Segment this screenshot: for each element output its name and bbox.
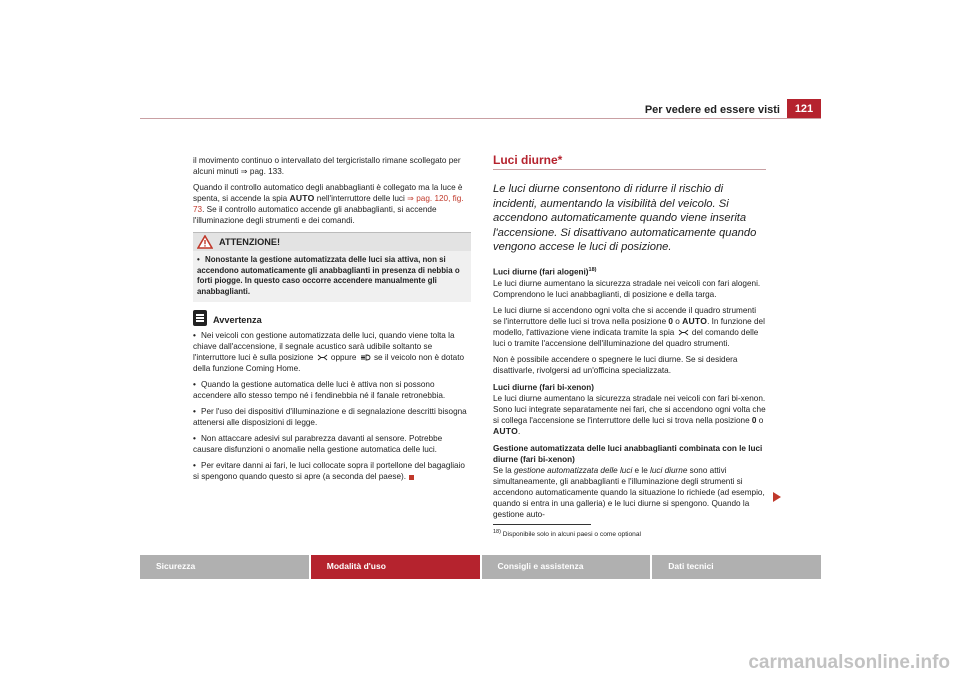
footnote-mark: 18) bbox=[493, 529, 501, 535]
text-run: . In funzione del modello, l'attivazione viene indicata tramite la spia bbox=[493, 316, 765, 337]
bullet: • bbox=[193, 380, 196, 390]
bullet: • bbox=[193, 331, 196, 341]
text-run: Per evitare danni ai fari, le luci collocate sopra il portellone del bagagliaio si spengono quando questo si apre (a seconda del paese). bbox=[193, 461, 465, 482]
page-number: 121 bbox=[787, 99, 821, 119]
footnote-ref: 18) bbox=[588, 266, 597, 273]
warning-title: ATTENZIONE! bbox=[219, 236, 281, 247]
text-run: . Se il controllo automatico accende gli anabbaglianti, si accende l'illuminazione degli strumenti e dei comandi. bbox=[193, 205, 437, 225]
warning-text-run: Nonostante la gestione automatizzata delle luci sia attiva, non si accendono automaticamente gli anabbaglianti in presenza di nebbia o forti piogge. In questo caso occorre accendere manualmente gli anabbaglianti. bbox=[197, 255, 460, 296]
continue-arrow-icon bbox=[773, 492, 781, 502]
text-run: Quando il controllo automatico degli anabbaglianti è collegato ma la luce è spenta, si accende la spia bbox=[193, 183, 463, 203]
note-bullet-1 bbox=[193, 330, 471, 374]
text-run: Se la bbox=[493, 465, 514, 475]
left-column bbox=[193, 155, 471, 487]
note-bullet-2 bbox=[193, 379, 471, 401]
section-title: Luci diurne* bbox=[493, 155, 766, 170]
left-paragraph-2 bbox=[193, 182, 471, 226]
watermark: carmanualsonline.info bbox=[748, 652, 950, 673]
text-run: Non attaccare adesivi sul parabrezza davanti al sensore. Potrebbe causare disfunzioni o anomalie nella gestione automatica delle luci. bbox=[193, 434, 443, 455]
text-run: oppure bbox=[328, 353, 359, 363]
tab-dati-tecnici[interactable]: Dati tecnici bbox=[652, 555, 821, 579]
bullet: • bbox=[197, 255, 200, 264]
low-beam-symbol-icon bbox=[360, 354, 371, 361]
text-run: sono attivi simultaneamente, gli anabbaglianti e l'illuminazione degli strumenti si accendono automaticamente quando la situazione lo richiede (ad esempio, quando si entra in una galleria) e le luci diurne si spengono. Quando la gestione auto- bbox=[493, 465, 765, 519]
text-run: Luci diurne (fari alogeni) bbox=[493, 267, 589, 277]
right-paragraph-4 bbox=[493, 393, 766, 437]
bullet: • bbox=[193, 461, 196, 471]
text-run: del comando delle luci o tramite l'accensione dell'illuminazione del quadro strumenti. bbox=[493, 327, 759, 348]
subheading-bixenon: Luci diurne (fari bi-xenon) bbox=[493, 382, 594, 392]
text-run: o bbox=[672, 316, 683, 326]
tab-sicurezza[interactable]: Sicurezza bbox=[140, 555, 309, 579]
text-run: e le bbox=[632, 465, 651, 475]
daytime-light-symbol-icon bbox=[678, 329, 689, 336]
note-title: Avvertenza bbox=[213, 315, 262, 326]
warning-triangle-icon bbox=[197, 235, 213, 249]
warning-text bbox=[193, 251, 471, 302]
note-bullet-4 bbox=[193, 433, 471, 455]
text-run: Quando la gestione automatica delle luci è attiva non si possono accendere allo stesso tempo né i fendinebbia né il fanale retronebbia. bbox=[193, 380, 446, 401]
note-bullet-3 bbox=[193, 406, 471, 428]
parking-light-symbol-icon bbox=[317, 354, 328, 361]
footnote-text: Disponibile solo in alcuni paesi o come optional bbox=[502, 531, 641, 539]
warning-header bbox=[193, 233, 471, 251]
position-zero: 0 bbox=[751, 415, 757, 425]
right-paragraph-5 bbox=[493, 465, 766, 520]
footnote bbox=[493, 529, 641, 538]
note-icon bbox=[193, 310, 207, 326]
tab-modalita-uso[interactable]: Modalità d'uso bbox=[311, 555, 480, 579]
position-zero: 0 bbox=[668, 316, 673, 326]
text-run: Le luci diurne aumentano la sicurezza stradale nei veicoli con fari bi-xenon. Sono luci integrate separatamente nei fari, che si accendono ogni volta che si collega l'accensione se l'interruttore delle luci si trova nella posizione bbox=[493, 393, 766, 425]
section-lead: Le luci diurne consentono di ridurre il rischio di incidenti, aumentando la visibilità del veicolo. Si accendono automaticamente quando viene inserita l'accensione. Si disattivano automaticamente quando vengono accese le luci di posizione. bbox=[493, 183, 757, 254]
page-reference-link[interactable]: ⇒ pag. 120, fig. 73 bbox=[193, 194, 464, 214]
right-paragraph-2 bbox=[493, 305, 766, 349]
header-divider bbox=[140, 118, 821, 119]
auto-symbol: AUTO bbox=[289, 193, 315, 203]
footer-nav bbox=[140, 555, 821, 579]
text-run: o bbox=[756, 415, 764, 425]
text-run: nell'interruttore delle luci bbox=[314, 194, 408, 203]
right-column bbox=[493, 155, 766, 525]
footnote-divider bbox=[493, 524, 591, 525]
italic-run: luci diurne bbox=[650, 465, 688, 475]
text-run: . bbox=[518, 426, 521, 436]
tab-consigli-assistenza[interactable]: Consigli e assistenza bbox=[482, 555, 651, 579]
text-run: se il veicolo non è dotato della funzione Coming Home. bbox=[193, 353, 465, 374]
subheading-halogen bbox=[493, 265, 766, 278]
left-paragraph-1: il movimento continuo o intervallato del tergicristallo rimane scollegato per alcuni minuti ⇒ pag. 133. bbox=[193, 156, 461, 176]
text-run: Le luci diurne si accendono ogni volta che si accende il quadro strumenti se l'interruttore delle luci si trova nella posizione bbox=[493, 305, 757, 326]
subheading-combined: Gestione automatizzata delle luci anabbaglianti combinata con le luci diurne (fari bi-xenon) bbox=[493, 443, 763, 464]
note-bullet-5 bbox=[193, 460, 471, 482]
bullet: • bbox=[193, 434, 196, 444]
text-run: Nei veicoli con gestione automatizzata delle luci, quando viene tolta la chiave dall'accensione, il segnale acustico sarà udibile soltanto se l'interruttore luci è sulla posizione bbox=[193, 331, 455, 363]
right-paragraph-1: Le luci diurne aumentano la sicurezza stradale nei veicoli con fari alogeni. Comprendono le luci anabbaglianti, di posizione e della targa. bbox=[493, 278, 761, 299]
warning-box bbox=[193, 232, 471, 302]
italic-run: gestione automatizzata delle luci bbox=[513, 465, 633, 475]
bullet: • bbox=[193, 407, 196, 417]
right-paragraph-3: Non è possibile accendere o spegnere le luci diurne. Se si desidera disattivarle, rivolgersi ad un'officina specializzata. bbox=[493, 354, 738, 375]
section-end-marker bbox=[409, 475, 414, 480]
note-header bbox=[193, 310, 471, 326]
header-title: Per vedere ed essere visti bbox=[644, 104, 780, 116]
auto-symbol: AUTO bbox=[493, 425, 518, 436]
text-run: Per l'uso dei dispositivi d'illuminazione e di segnalazione descritti bisogna attenersi alle disposizioni di legge. bbox=[193, 407, 467, 428]
auto-symbol: AUTO bbox=[682, 315, 708, 326]
